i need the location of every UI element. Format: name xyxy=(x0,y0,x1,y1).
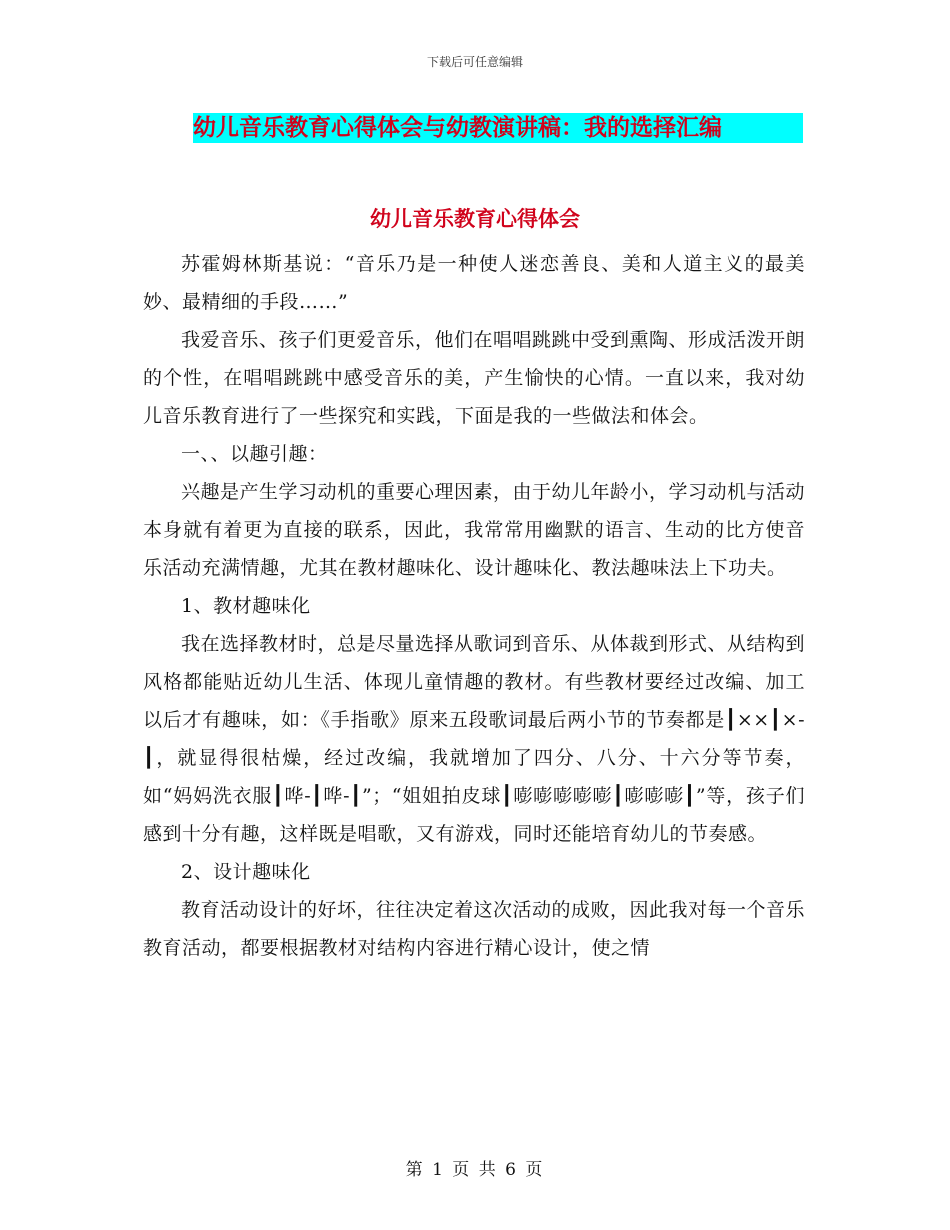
paragraph-materials: 我在选择教材时，总是尽量选择从歌词到音乐、从体裁到形式、从结构到风格都能贴近幼儿生活、体现儿童情趣的教材。有些教材要经过改编、加工以后才有趣味，如：《手指歌》原来五段歌词最后两小节的节奏都是┃××┃×-┃，就显得很枯燥，经过改编，我就增加了四分、八分、十六分等节奏，如“妈妈洗衣服┃哗-┃哗-┃”；“姐姐拍皮球┃嘭嘭嘭嘭嘭┃嘭嘭嘭┃”等，孩子们感到十分有趣，这样既是唱歌，又有游戏，同时还能培育幼儿的节奏感。 xyxy=(143,633,806,845)
document-title: 幼儿音乐教育心得体会与幼教演讲稿：我的选择汇编 xyxy=(193,113,803,143)
page-number: 第 1 页 共 6 页 xyxy=(405,1160,545,1180)
heading-design: 2、设计趣味化 xyxy=(181,861,311,883)
paragraph-quote: 苏霍姆林斯基说：“音乐乃是一种使人迷恋善良、美和人道主义的最美妙、最精细的手段……” xyxy=(143,253,805,313)
header-note: 下载后可任意编辑 xyxy=(426,55,523,69)
document-body xyxy=(143,245,805,967)
paragraph-design: 教育活动设计的好坏，往往决定着这次活动的成败，因此我对每一个音乐教育活动，都要根据教材对结构内容进行精心设计，使之情 xyxy=(143,899,806,959)
heading-interest: 一、、以趣引趣： xyxy=(181,443,328,465)
section-title: 幼儿音乐教育心得体会 xyxy=(370,206,580,231)
paragraph-interest: 兴趣是产生学习动机的重要心理因素，由于幼儿年龄小，学习动机与活动本身就有着更为直接的联系，因此，我常常用幽默的语言、生动的比方使音乐活动充满情趣，尤其在教材趣味化、设计趣味化、教法趣味法上下功夫。 xyxy=(143,481,806,579)
heading-materials: 1、教材趣味化 xyxy=(181,595,311,617)
paragraph-intro: 我爱音乐、孩子们更爱音乐，他们在唱唱跳跳中受到熏陶、形成活泼开朗的个性，在唱唱跳跳中感受音乐的美，产生愉快的心情。一直以来，我对幼儿音乐教育进行了一些探究和实践，下面是我的一些做法和体会。 xyxy=(143,329,806,427)
